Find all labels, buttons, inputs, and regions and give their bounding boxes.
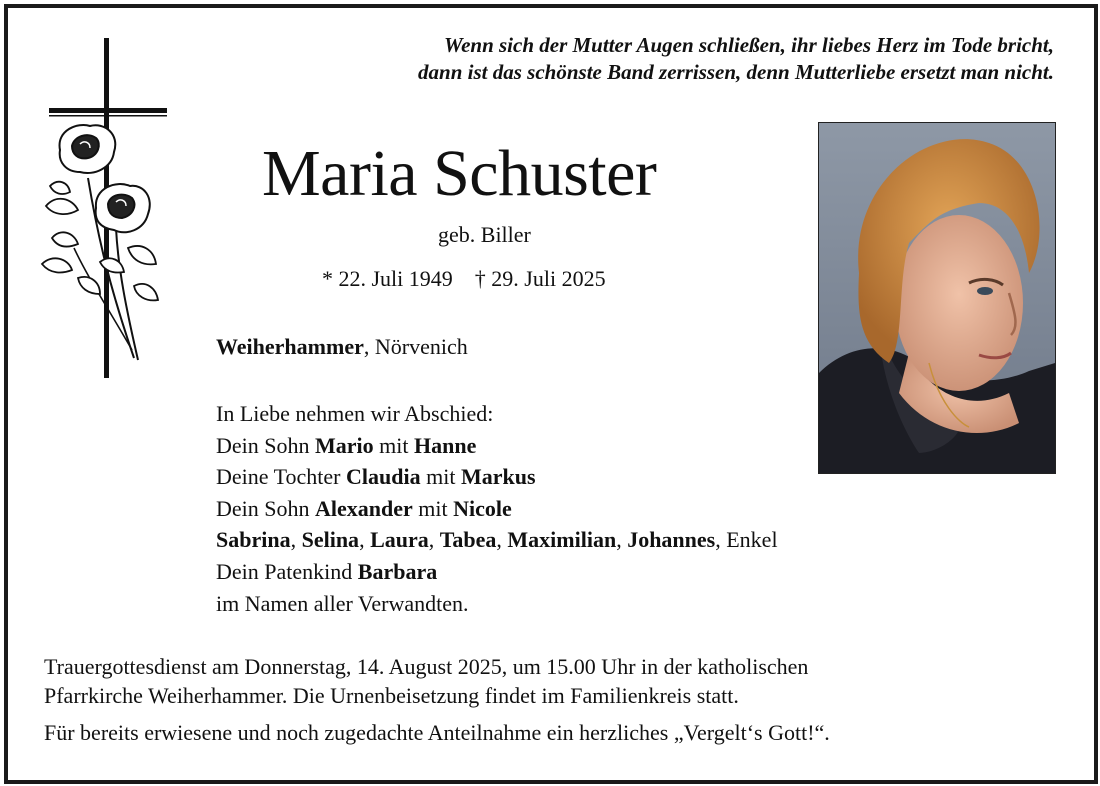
grandchild-name: Johannes [627,527,716,553]
grandchild-name: Tabea [439,527,497,553]
relation-label: Deine Tochter [216,464,347,490]
separator: , [428,527,440,553]
relation-label: , Enkel [715,527,778,553]
mourner-row-son-1 [216,430,778,462]
mourner-name: Barbara [357,558,438,584]
relation-label: Dein Sohn [216,495,315,521]
relation-label: Dein Patenkind [216,558,358,584]
death-date: † 29. Juli 2025 [474,266,606,291]
thanks-line: Für bereits erwiesene und noch zugedachte Anteilnahme ein herzliches „Vergelt‘s Gott!“. [44,720,830,745]
separator: , [290,527,302,553]
mourners-closing: im Namen aller Verwandten. [216,590,469,616]
grandchild-name: Laura [370,527,429,553]
portrait-photo [818,122,1056,474]
town-primary: Weiherhammer [216,334,364,359]
motto-line-1: Wenn sich der Mutter Augen schließen, ihr liebes Herz im Tode bricht, [443,33,1054,57]
mourner-row-grandchildren [216,524,778,556]
deceased-name: Maria Schuster [262,137,657,210]
mourners-intro: In Liebe nehmen wir Abschied: [216,401,494,426]
service-line-1: Trauergottesdienst am Donnerstag, 14. August 2025, um 15.00 Uhr in der katholischen [44,654,809,679]
mourner-name: Claudia [346,464,421,490]
partner-name: Nicole [453,495,512,521]
maiden-name: geb. Biller [438,222,531,247]
service-info [44,652,1064,710]
town-secondary: , Nörvenich [363,334,468,359]
mourner-row-son-2 [216,493,778,525]
motto-line-2: dann ist das schönste Band zerrissen, denn Mutterliebe ersetzt man nicht. [418,60,1054,84]
connector: mit [412,495,454,521]
mourner-name: Mario [315,432,374,458]
grandchild-name: Maximilian [507,527,617,553]
separator: , [496,527,508,553]
birth-date: * 22. Juli 1949 [322,266,453,291]
motto-verse [234,32,1054,86]
connector: mit [420,464,461,490]
separator: , [616,527,628,553]
mourners-list [216,398,778,619]
cross-with-roses-icon [38,38,170,380]
service-line-2: Pfarrkirche Weiherhammer. Die Urnenbeisetzung findet im Familienkreis statt. [44,683,739,708]
partner-name: Markus [460,464,536,490]
connector: mit [373,432,414,458]
separator: , [359,527,371,553]
mourner-row-daughter [216,461,778,493]
grandchild-name: Sabrina [216,527,291,553]
mourner-name: Alexander [315,495,413,521]
mourner-row-godchild [216,556,778,588]
partner-name: Hanne [414,432,477,458]
life-dates [322,266,606,292]
relation-label: Dein Sohn [216,432,315,458]
grandchild-name: Selina [301,527,360,553]
location-line [216,334,468,360]
